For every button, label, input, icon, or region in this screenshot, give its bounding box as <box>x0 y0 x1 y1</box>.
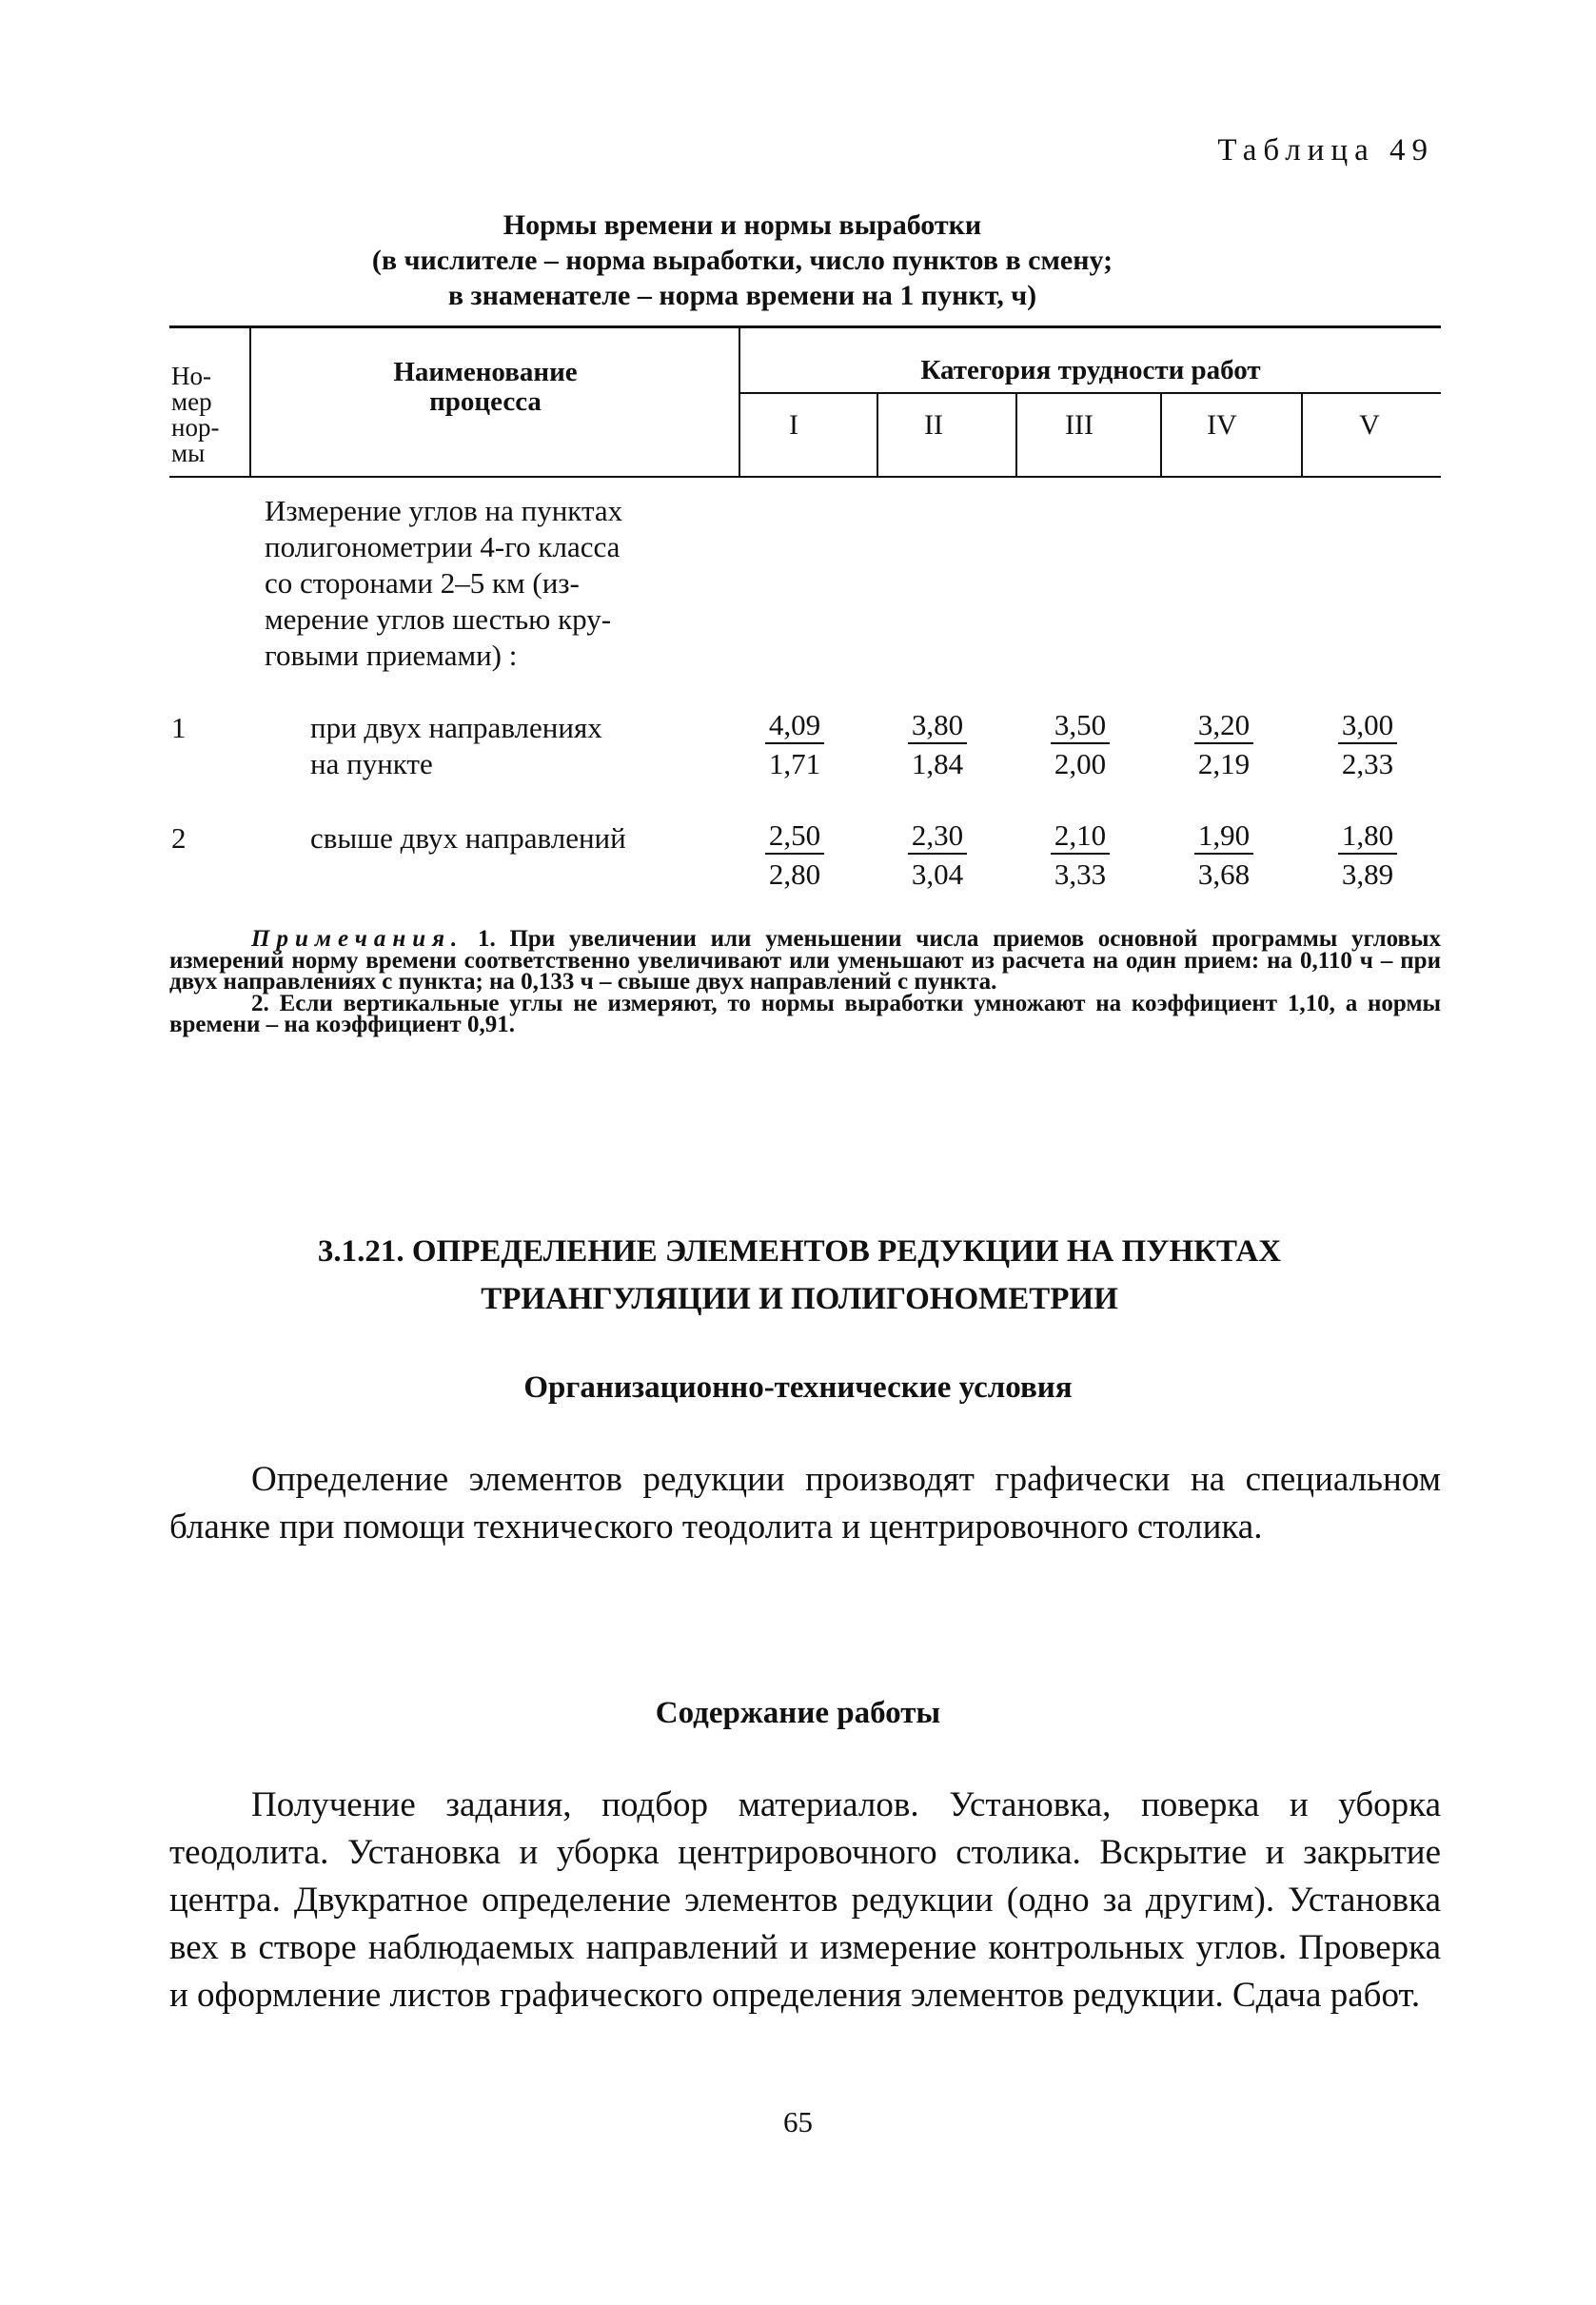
caption-title: Нормы времени и нормы выработки <box>502 209 982 241</box>
header-number-col <box>171 364 219 466</box>
output-norm: 2,30 <box>908 818 967 855</box>
page-number: 65 <box>783 2105 813 2138</box>
output-norm: 1,90 <box>1194 818 1253 855</box>
time-norm: 2,80 <box>768 857 821 891</box>
row-2-name-line: свыше двух направлений <box>310 821 626 855</box>
col-divider-2 <box>739 328 740 476</box>
time-norm: 2,19 <box>1197 747 1251 780</box>
section-title <box>228 1228 1370 1323</box>
row-2-name <box>310 820 626 857</box>
time-norm: 3,68 <box>1197 857 1251 891</box>
table-caption <box>314 207 1171 313</box>
caption-note-line1: (в числителе – норма выработки, число пунктов в смену; <box>371 245 1113 276</box>
row-2-value-cat-2 <box>876 818 999 893</box>
header-category-title: Категория трудности работ <box>920 355 1261 385</box>
row-1-value-cat-4 <box>1162 708 1286 782</box>
output-norm: 2,10 <box>1051 818 1110 855</box>
row-1-value-cat-2 <box>876 708 999 782</box>
output-norm: 1,80 <box>1338 818 1397 855</box>
time-norm: 1,71 <box>768 747 821 780</box>
time-norm: 3,89 <box>1341 857 1394 891</box>
paragraph-conditions <box>169 1456 1441 1551</box>
time-norm: 3,33 <box>1054 857 1107 891</box>
paragraph-work-content-text: Получение задания, подбор материалов. Установка, поверка и уборка теодолита. Установка и уборка центрировочного столика. Вскрытие и закрытие центра. Двукратное определение элементов редукции (одно за другим). Установка вех в створе наблюдаемых направлений и измерение контрольных углов. Проверка и оформление листов графического определения элементов редукции. Сдача работ. <box>169 1785 1441 2015</box>
row-2-value-cat-3 <box>1018 818 1142 893</box>
row-1-name-line: при двух направлениях <box>310 711 602 744</box>
header-category-5: V <box>1359 409 1380 441</box>
row-2-value-cat-1 <box>733 818 857 893</box>
output-norm: 3,00 <box>1338 708 1397 744</box>
process-group-text <box>265 493 622 674</box>
header-number-line: мы <box>171 439 206 467</box>
caption-note-line2: в знаменателе – норма времени на 1 пункт, ч) <box>447 280 1037 311</box>
group-line: Измерение углов на пунктах <box>265 494 623 527</box>
row-1-number: 1 <box>171 711 187 744</box>
group-line: мерение углов шестью кру- <box>265 602 612 636</box>
header-number-line: нор- <box>171 413 220 442</box>
col-divider-1 <box>249 328 251 476</box>
header-number-line: мер <box>171 387 212 416</box>
row-2-value-cat-4 <box>1162 818 1286 893</box>
subheading-conditions: Организационно-технические условия <box>523 1370 1073 1405</box>
row-1-value-cat-3 <box>1018 708 1142 782</box>
time-norm: 2,00 <box>1054 747 1107 780</box>
group-line: полигонометрии 4-го класса <box>265 530 621 563</box>
header-category-3: III <box>1065 409 1094 441</box>
header-category-4: IV <box>1207 409 1237 441</box>
output-norm: 4,09 <box>765 708 824 744</box>
output-norm: 3,20 <box>1194 708 1253 744</box>
subheading-work-content: Содержание работы <box>655 1696 941 1730</box>
table-top-rule <box>169 325 1441 328</box>
row-2-number: 2 <box>171 821 187 855</box>
row-1-name-line: на пункте <box>310 747 433 780</box>
header-process-col: Наименование процесса <box>393 357 578 417</box>
output-norm: 3,50 <box>1051 708 1110 744</box>
header-category-2: II <box>924 409 943 441</box>
table-header-bottom-rule <box>169 476 1441 478</box>
row-1-value-cat-5 <box>1306 708 1429 782</box>
notes-label: Примечания. <box>251 926 464 952</box>
table-notes <box>169 926 1441 1037</box>
row-2-value-cat-5 <box>1306 818 1429 893</box>
group-line: со сторонами 2–5 км (из- <box>265 566 580 600</box>
group-line: говыми приемами) : <box>265 639 518 672</box>
category-divider-rule <box>739 392 1441 394</box>
time-norm: 2,33 <box>1341 747 1394 780</box>
section-title-line: ТРИАНГУЛЯЦИИ И ПОЛИГОНОМЕТРИИ <box>481 1282 1118 1316</box>
table-label: Таблица 49 <box>1217 133 1434 167</box>
note-1: 1. При увеличении или уменьшении числа приемов основной программы угловых измерений норму времени соответственно увеличивают или уменьшают из расчета на один прием: на 0,110 ч – при двух направлениях с пункта; на 0,133 ч – свыше двух направлений с пункта. <box>169 926 1441 995</box>
header-number-line: Но- <box>171 362 211 390</box>
section-title-line: 3.1.21. ОПРЕДЕЛЕНИЕ ЭЛЕМЕНТОВ РЕДУКЦИИ НА ПУНКТАХ <box>317 1234 1282 1269</box>
paragraph-work-content <box>169 1782 1441 2019</box>
time-norm: 1,84 <box>911 747 964 780</box>
output-norm: 3,80 <box>908 708 967 744</box>
time-norm: 3,04 <box>911 857 964 891</box>
header-category-1: I <box>789 409 798 441</box>
paragraph-conditions-text: Определение элементов редукции производят графически на специальном бланке при помощи технического теодолита и центрировочного столика. <box>169 1460 1441 1547</box>
note-2: 2. Если вертикальные углы не измеряют, то нормы выработки умножают на коэффициент 1,10, а нормы времени – на коэффициент 0,91. <box>169 990 1441 1037</box>
row-1-value-cat-1 <box>733 708 857 782</box>
output-norm: 2,50 <box>765 818 824 855</box>
row-1-name <box>310 710 602 782</box>
